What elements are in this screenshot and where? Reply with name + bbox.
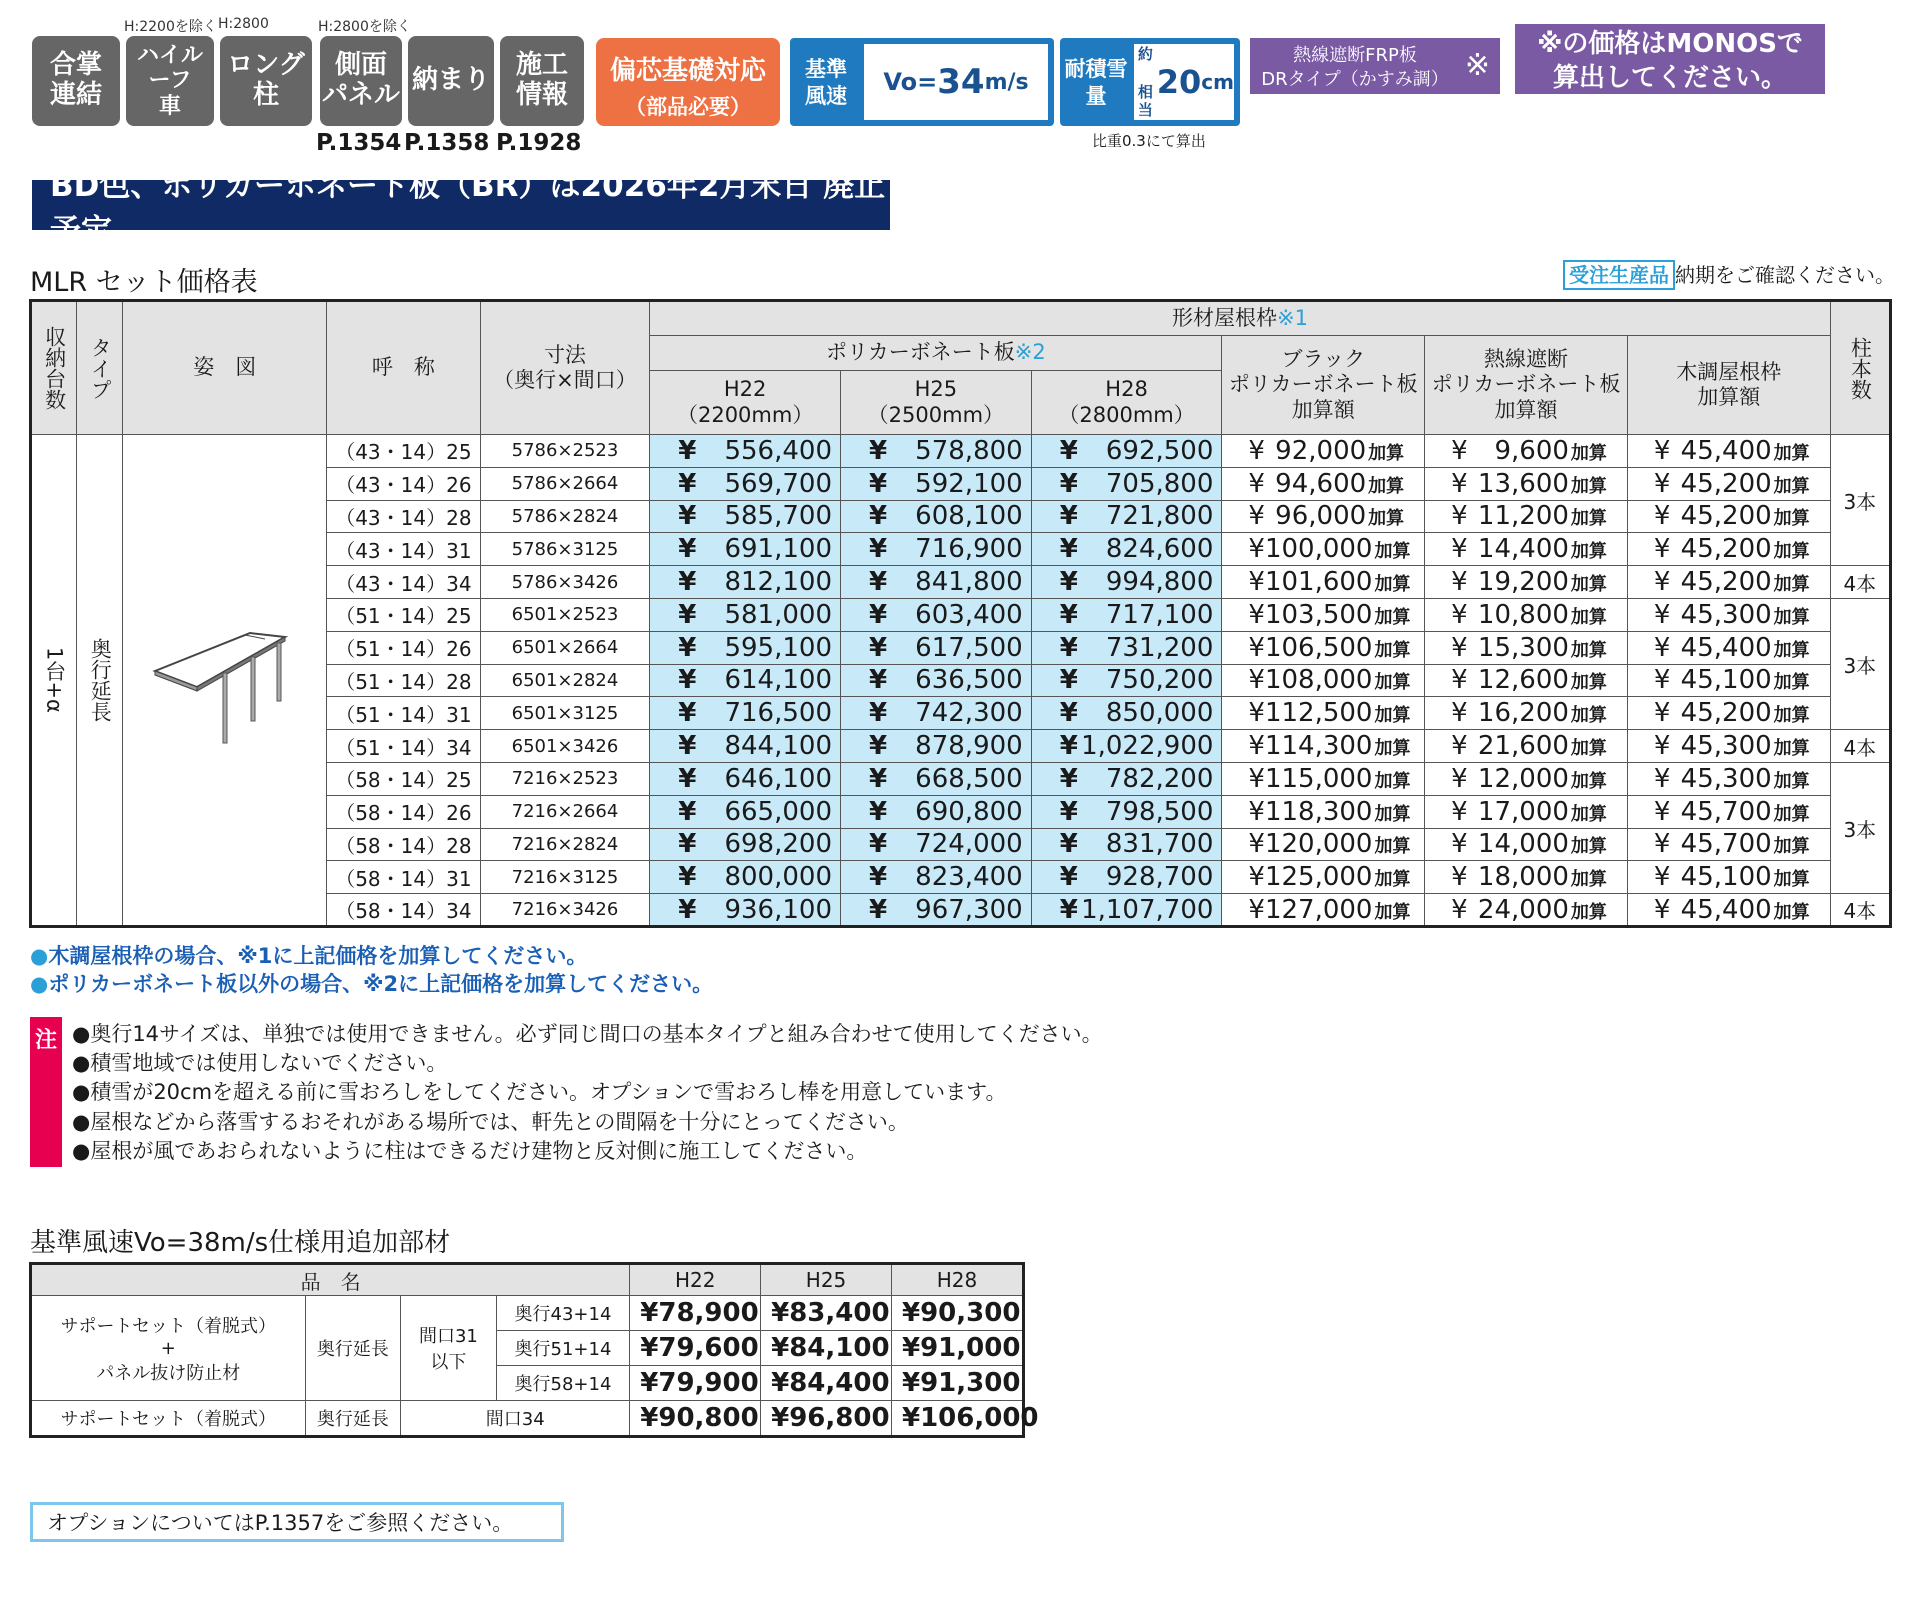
add-wood: ¥ 45,100 加算: [1627, 861, 1830, 894]
feature-badge: ロング 柱: [220, 36, 312, 126]
pillar-count: 3本: [1830, 435, 1890, 566]
pillar-count: 4本: [1830, 566, 1890, 599]
add-black: ¥ 92,000 加算: [1222, 435, 1425, 468]
add-heat: ¥ 19,200 加算: [1425, 566, 1628, 599]
dimension: 5786×2664: [480, 467, 650, 500]
add-heat: ¥ 9,600 加算: [1425, 435, 1628, 468]
pillar-count: 3本: [1830, 598, 1890, 729]
price-h28: ¥ 1,107,700: [1031, 894, 1222, 927]
set1-name-b: パネル抜け防止材: [96, 1362, 241, 1384]
wind38-set2-frontage: 間口34: [401, 1401, 630, 1437]
wind38-price: ¥ 83,400: [761, 1296, 892, 1331]
price-h25: ¥ 592,100: [841, 467, 1032, 500]
add-black: ¥ 114,300 加算: [1222, 730, 1425, 763]
table-row: [31, 435, 1891, 468]
caution-line-5: ●屋根が風であおられないように柱はできるだけ建物と反対側に施工してください。: [72, 1139, 868, 1163]
add-heat: ¥ 17,000 加算: [1425, 795, 1628, 828]
note-non-polycarbonate-text: ポリカーボネート板以外の場合、※2に上記価格を加算してください。: [48, 972, 714, 996]
add-wood: ¥ 45,400 加算: [1627, 435, 1830, 468]
offset-foundation-line2: （部品必要）: [625, 95, 751, 119]
dimension: 5786×3125: [480, 533, 650, 566]
price-h25: ¥ 841,800: [841, 566, 1032, 599]
price-h28: ¥ 750,200: [1031, 664, 1222, 697]
profile-roof-mark: ※1: [1276, 305, 1308, 330]
model-code: （51・14）28: [327, 664, 481, 697]
price-h22: ¥ 698,200: [650, 828, 841, 861]
add-heat: ¥ 12,600 加算: [1425, 664, 1628, 697]
price-h25: ¥ 823,400: [841, 861, 1032, 894]
header-name: 呼 称: [327, 301, 481, 435]
option-reference: オプションについてはP.1357をご参照ください。: [30, 1502, 564, 1542]
snow-number: 20: [1156, 63, 1202, 101]
add-wood: ¥ 45,400 加算: [1627, 894, 1830, 927]
feature-condition-label: H:2200を除く: [124, 19, 217, 35]
feature-condition-label: H:2800: [218, 16, 269, 32]
add-wood: ¥ 45,200 加算: [1627, 500, 1830, 533]
feature-badge: ハイルーフ 車: [126, 36, 214, 126]
price-h25: ¥ 716,900: [841, 533, 1032, 566]
price-h28: ¥ 1,022,900: [1031, 730, 1222, 763]
price-h22: ¥ 800,000: [650, 861, 841, 894]
header-pillars: 柱本数: [1830, 301, 1890, 435]
add-wood: ¥ 45,200 加算: [1627, 467, 1830, 500]
order-note-text: 納期をご確認ください。: [1675, 263, 1895, 287]
add-black: ¥ 94,600 加算: [1222, 467, 1425, 500]
type-cell: 奥行延長: [77, 435, 123, 927]
price-h25: ¥ 636,500: [841, 664, 1032, 697]
dimension: 7216×3426: [480, 894, 650, 927]
price-h25: ¥ 742,300: [841, 697, 1032, 730]
price-h22: ¥ 812,100: [650, 566, 841, 599]
dimension: 6501×2824: [480, 664, 650, 697]
model-code: （43・14）31: [327, 533, 481, 566]
wind38-price: ¥ 90,800: [630, 1401, 761, 1437]
snow-load-note: 比重0.3にて算出: [1092, 132, 1206, 150]
wind38-depth: 奥行51+14: [496, 1331, 630, 1366]
price-h28: ¥ 731,200: [1031, 631, 1222, 664]
wind38-set1-frontage: 間口31 以下: [401, 1296, 497, 1401]
model-code: （58・14）26: [327, 795, 481, 828]
model-code: （51・14）26: [327, 631, 481, 664]
discontinuation-banner: BD色、ポリカーボネート板（BR）は2026年2月末日 廃止予定: [32, 180, 890, 230]
wind38-header-h25: H25: [761, 1264, 892, 1296]
wind38-depth: 奥行43+14: [496, 1296, 630, 1331]
wind38-header-h28: H28: [891, 1264, 1023, 1296]
price-table-body: [31, 435, 1891, 927]
snow-load-badge: [1060, 38, 1240, 126]
feature-badge: 納まり: [408, 36, 494, 126]
add-wood: ¥ 45,200 加算: [1627, 533, 1830, 566]
add-black: ¥ 100,000 加算: [1222, 533, 1425, 566]
snow-load-label: 耐積雪 量: [1064, 57, 1128, 109]
add-black: ¥ 96,000 加算: [1222, 500, 1425, 533]
price-h22: ¥ 646,100: [650, 762, 841, 795]
feature-condition-label: H:2800を除く: [318, 19, 411, 35]
wind38-price: ¥ 90,300: [891, 1296, 1023, 1331]
price-h25: ¥ 724,000: [841, 828, 1032, 861]
wind38-table: [29, 1262, 1039, 1438]
set1-name-plus: +: [160, 1337, 176, 1359]
add-wood: ¥ 45,200 加算: [1627, 697, 1830, 730]
model-code: （43・14）28: [327, 500, 481, 533]
price-table-title: MLR セット価格表: [30, 267, 258, 298]
header-h22: H22 （2200mm）: [650, 371, 841, 435]
price-h22: ¥ 844,100: [650, 730, 841, 763]
model-code: （43・14）26: [327, 467, 481, 500]
add-heat: ¥ 24,000 加算: [1425, 894, 1628, 927]
price-h25: ¥ 578,800: [841, 435, 1032, 468]
add-black: ¥ 103,500 加算: [1222, 598, 1425, 631]
model-code: （58・14）34: [327, 894, 481, 927]
add-wood: ¥ 45,300 加算: [1627, 598, 1830, 631]
model-code: （51・14）25: [327, 598, 481, 631]
wind-speed-value: [864, 44, 1048, 120]
wind38-depth: 奥行58+14: [496, 1366, 630, 1401]
add-wood: ¥ 45,300 加算: [1627, 762, 1830, 795]
model-code: （58・14）25: [327, 762, 481, 795]
add-heat: ¥ 15,300 加算: [1425, 631, 1628, 664]
price-h22: ¥ 665,000: [650, 795, 841, 828]
dimension: 6501×2523: [480, 598, 650, 631]
order-note: [1563, 259, 1895, 288]
feature-page-ref: P.1928: [496, 130, 582, 156]
model-code: （43・14）34: [327, 566, 481, 599]
note-non-polycarbonate: ●ポリカーボネート板以外の場合、※2に上記価格を加算してください。: [30, 972, 714, 996]
dimension: 7216×2523: [480, 762, 650, 795]
set1-name-a: サポートセット（着脱式）: [60, 1315, 277, 1337]
wind38-price: ¥ 78,900: [630, 1296, 761, 1331]
header-polycarbonate: [650, 336, 1222, 371]
add-wood: ¥ 45,400 加算: [1627, 631, 1830, 664]
wind38-set1-name: [31, 1296, 306, 1401]
offset-foundation-badge: [596, 38, 780, 126]
add-heat: ¥ 14,400 加算: [1425, 533, 1628, 566]
dimension: 6501×2664: [480, 631, 650, 664]
feature-badge: 合掌 連結: [32, 36, 120, 126]
add-black: ¥ 112,500 加算: [1222, 697, 1425, 730]
wind-prefix: Vo=: [883, 68, 938, 96]
add-wood: ¥ 45,700 加算: [1627, 828, 1830, 861]
caution-line-4: ●屋根などから落雪するおそれがある場所では、軒先との間隔を十分にとってください。: [72, 1110, 909, 1134]
price-h22: ¥ 585,700: [650, 500, 841, 533]
add-wood: ¥ 45,100 加算: [1627, 664, 1830, 697]
price-h22: ¥ 569,700: [650, 467, 841, 500]
header-profile-roof: [650, 301, 1830, 336]
pillar-count: 4本: [1830, 730, 1890, 763]
frp-line2: DRタイプ（かすみ調）: [1261, 69, 1449, 90]
wind38-price: ¥ 84,100: [761, 1331, 892, 1366]
add-wood: ¥ 45,300 加算: [1627, 730, 1830, 763]
wind-unit: m/s: [984, 69, 1029, 95]
feature-badge: 側面 パネル: [320, 36, 402, 126]
caution-line-2: ●積雪地域では使用しないでください。: [72, 1051, 448, 1075]
wind38-price: ¥ 84,400: [761, 1366, 892, 1401]
add-black: ¥ 106,500 加算: [1222, 631, 1425, 664]
price-h25: ¥ 608,100: [841, 500, 1032, 533]
add-heat: ¥ 21,600 加算: [1425, 730, 1628, 763]
dimension: 5786×2523: [480, 435, 650, 468]
profile-roof-text: 形材屋根枠: [1171, 305, 1277, 330]
note-wood-roof: ●木調屋根枠の場合、※1に上記価格を加算してください。: [30, 944, 588, 968]
polycarbonate-mark: ※2: [1014, 340, 1046, 365]
header-storage: 収納台数: [31, 301, 77, 435]
dimension: 7216×3125: [480, 861, 650, 894]
feature-page-ref: P.1354: [316, 130, 402, 156]
model-code: （58・14）31: [327, 861, 481, 894]
price-h22: ¥ 556,400: [650, 435, 841, 468]
dimension: 6501×3125: [480, 697, 650, 730]
add-black: ¥ 120,000 加算: [1222, 828, 1425, 861]
header-h25: H25 （2500mm）: [841, 371, 1032, 435]
price-h28: ¥ 721,800: [1031, 500, 1222, 533]
offset-foundation-line1: 偏芯基礎対応: [609, 56, 766, 86]
caution-line-1: ●奥行14サイズは、単独では使用できません。必ず同じ間口の基本タイプと組み合わせて使用してください。: [72, 1022, 1103, 1046]
wind38-set2-type: 奥行延長: [305, 1401, 401, 1437]
monos-line2: 算出してください。: [1552, 62, 1787, 93]
add-black: ¥ 101,600 加算: [1222, 566, 1425, 599]
wind-speed-badge: [790, 38, 1054, 126]
price-h28: ¥ 705,800: [1031, 467, 1222, 500]
dimension: 7216×2824: [480, 828, 650, 861]
model-code: （51・14）34: [327, 730, 481, 763]
add-heat: ¥ 18,000 加算: [1425, 861, 1628, 894]
add-wood: ¥ 45,700 加算: [1627, 795, 1830, 828]
dimension: 5786×2824: [480, 500, 650, 533]
add-heat: ¥ 13,600 加算: [1425, 467, 1628, 500]
wind38-set2-name: サポートセット（着脱式）: [31, 1401, 306, 1437]
note-wood-roof-text: 木調屋根枠の場合、※1に上記価格を加算してください。: [48, 944, 588, 968]
add-heat: ¥ 11,200 加算: [1425, 500, 1628, 533]
price-table: [29, 299, 1892, 928]
price-h22: ¥ 581,000: [650, 598, 841, 631]
wind38-header-h22: H22: [630, 1264, 761, 1296]
polycarbonate-text: ポリカーボネート板: [825, 340, 1015, 365]
storage-cell: 1台+α: [31, 435, 77, 927]
price-h28: ¥ 824,600: [1031, 533, 1222, 566]
caution-mark: 注: [30, 1017, 62, 1167]
price-h22: ¥ 691,100: [650, 533, 841, 566]
add-wood: ¥ 45,200 加算: [1627, 566, 1830, 599]
price-h28: ¥ 928,700: [1031, 861, 1222, 894]
add-black: ¥ 118,300 加算: [1222, 795, 1425, 828]
add-heat: ¥ 10,800 加算: [1425, 598, 1628, 631]
wind38-price: ¥ 91,300: [891, 1366, 1023, 1401]
snow-unit: cm: [1201, 70, 1234, 94]
header-wood: 木調屋根枠 加算額: [1627, 336, 1830, 435]
model-code: （43・14）25: [327, 435, 481, 468]
caution-line-3: ●積雪が20cmを超える前に雪おろしをしてください。オプションで雪おろし棒を用意しています。: [72, 1080, 1007, 1104]
snow-equiv: 相当: [1137, 83, 1153, 119]
monos-notice: [1515, 24, 1825, 94]
add-black: ¥ 127,000 加算: [1222, 894, 1425, 927]
price-h28: ¥ 994,800: [1031, 566, 1222, 599]
header-figure: 姿 図: [123, 301, 327, 435]
feature-page-ref: P.1358: [404, 130, 490, 156]
snow-approx: 約: [1137, 45, 1153, 63]
add-heat: ¥ 14,000 加算: [1425, 828, 1628, 861]
wind38-price: ¥ 106,000: [891, 1401, 1023, 1437]
dimension: 6501×3426: [480, 730, 650, 763]
price-h25: ¥ 617,500: [841, 631, 1032, 664]
wind38-price: ¥ 96,800: [761, 1401, 892, 1437]
header-heat: 熱線遮断 ポリカーボネート板 加算額: [1425, 336, 1628, 435]
price-h25: ¥ 603,400: [841, 598, 1032, 631]
price-h28: ¥ 831,700: [1031, 828, 1222, 861]
add-black: ¥ 108,000 加算: [1222, 664, 1425, 697]
model-code: （58・14）28: [327, 828, 481, 861]
wind38-header-name: 品 名: [31, 1264, 630, 1296]
frp-panel-badge: [1250, 38, 1500, 94]
made-to-order-badge: 受注生産品: [1563, 260, 1675, 290]
monos-line1: ※の価格はMONOSで: [1537, 29, 1803, 59]
frp-line1: 熱線遮断FRP板: [1293, 45, 1417, 66]
wind38-title: 基準風速Vo=38m/s仕様用追加部材: [30, 1228, 451, 1258]
snow-load-value: [1134, 44, 1234, 120]
price-h28: ¥ 798,500: [1031, 795, 1222, 828]
wind38-set1-type: 奥行延長: [305, 1296, 401, 1401]
price-h22: ¥ 595,100: [650, 631, 841, 664]
pillar-count: 3本: [1830, 762, 1890, 893]
price-h25: ¥ 878,900: [841, 730, 1032, 763]
price-h28: ¥ 850,000: [1031, 697, 1222, 730]
wind-number: 34: [937, 62, 985, 102]
header-h28: H28 （2800mm）: [1031, 371, 1222, 435]
price-h28: ¥ 717,100: [1031, 598, 1222, 631]
price-h25: ¥ 967,300: [841, 894, 1032, 927]
wind38-price: ¥ 79,900: [630, 1366, 761, 1401]
pillar-count: 4本: [1830, 894, 1890, 927]
price-h25: ¥ 690,800: [841, 795, 1032, 828]
feature-badge: 施工 情報: [500, 36, 584, 126]
frp-mark: ※: [1464, 48, 1490, 83]
price-h28: ¥ 692,500: [1031, 435, 1222, 468]
header-black: ブラック ポリカーボネート板 加算額: [1222, 336, 1425, 435]
price-h22: ¥ 614,100: [650, 664, 841, 697]
header-dimension: 寸法 （奥行×間口）: [480, 301, 650, 435]
wind-speed-label: 基準 風速: [805, 57, 847, 109]
add-heat: ¥ 16,200 加算: [1425, 697, 1628, 730]
price-h25: ¥ 668,500: [841, 762, 1032, 795]
price-h22: ¥ 716,500: [650, 697, 841, 730]
add-black: ¥ 125,000 加算: [1222, 861, 1425, 894]
add-black: ¥ 115,000 加算: [1222, 762, 1425, 795]
price-h22: ¥ 936,100: [650, 894, 841, 927]
dimension: 7216×2664: [480, 795, 650, 828]
price-h28: ¥ 782,200: [1031, 762, 1222, 795]
header-type: タイプ: [77, 301, 123, 435]
dimension: 5786×3426: [480, 566, 650, 599]
carport-figure: [145, 603, 305, 753]
wind38-price: ¥ 91,000: [891, 1331, 1023, 1366]
wind38-price: ¥ 79,600: [630, 1331, 761, 1366]
add-heat: ¥ 12,000 加算: [1425, 762, 1628, 795]
model-code: （51・14）31: [327, 697, 481, 730]
figure-cell: [123, 435, 327, 927]
